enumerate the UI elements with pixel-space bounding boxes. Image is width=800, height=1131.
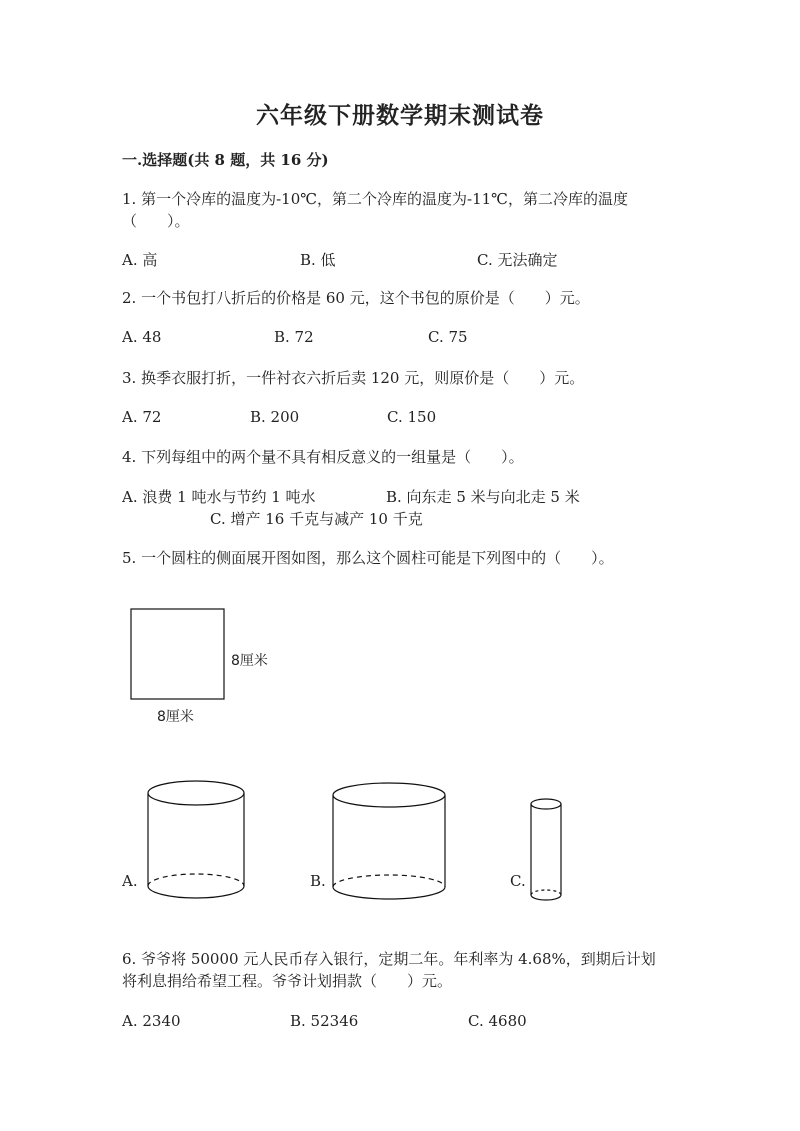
q3-option-a: A. 72 (122, 408, 162, 426)
q4-option-c: C. 增产 16 千克与减产 10 千克 (210, 510, 423, 528)
q1-option-c: C. 无法确定 (477, 251, 558, 269)
q3-option-c: C. 150 (387, 408, 437, 426)
cylinder-a (148, 781, 244, 898)
q1-option-b: B. 低 (300, 251, 336, 269)
section-heading: 一.选择题(共 8 题，共 16 分) (122, 151, 329, 169)
question-1-text: 1. 第一个冷库的温度为-10℃，第二个冷库的温度为-11℃，第二冷库的温度 (122, 190, 628, 208)
q6-option-a: A. 2340 (122, 1012, 181, 1030)
q4-option-b: B. 向东走 5 米与向北走 5 米 (386, 488, 580, 506)
question-3-text: 3. 换季衣服打折，一件衬衣六折后卖 120 元，则原价是（ ）元。 (122, 369, 585, 387)
q4-option-a: A. 浪费 1 吨水与节约 1 吨水 (122, 488, 316, 506)
question-6-text-cont: 将利息捐给希望工程。爷爷计划捐款（ ）元。 (122, 972, 453, 990)
question-4-text: 4. 下列每组中的两个量不具有相反意义的一组量是（ ）。 (122, 448, 524, 466)
q2-option-b: B. 72 (274, 328, 314, 346)
question-2-text: 2. 一个书包打八折后的价格是 60 元，这个书包的原价是（ ）元。 (122, 289, 590, 307)
q3-option-b: B. 200 (250, 408, 300, 426)
cylinder-b (333, 783, 445, 899)
question-5-text: 5. 一个圆柱的侧面展开图如图，那么这个圆柱可能是下列图中的（ ）。 (122, 549, 614, 567)
q5-option-b: B. (310, 872, 326, 890)
question-1-text-cont: （ ）。 (122, 212, 190, 230)
q6-option-b: B. 52346 (290, 1012, 359, 1030)
unfolded-square (131, 609, 224, 699)
q6-option-c: C. 4680 (468, 1012, 527, 1030)
question-6-text: 6. 爷爷将 50000 元人民币存入银行，定期二年。年利率为 4.68%，到期后计划 (122, 950, 656, 968)
q2-option-a: A. 48 (122, 328, 162, 346)
square-bottom-label: 8厘米 (157, 709, 194, 725)
cylinder-c (531, 799, 561, 900)
square-side-label: 8厘米 (231, 653, 268, 669)
q2-option-c: C. 75 (428, 328, 468, 346)
q5-option-c: C. (510, 872, 526, 890)
q5-option-a: A. (122, 872, 138, 890)
q1-option-a: A. 高 (122, 251, 158, 269)
page-title: 六年级下册数学期末测试卷 (256, 102, 544, 129)
